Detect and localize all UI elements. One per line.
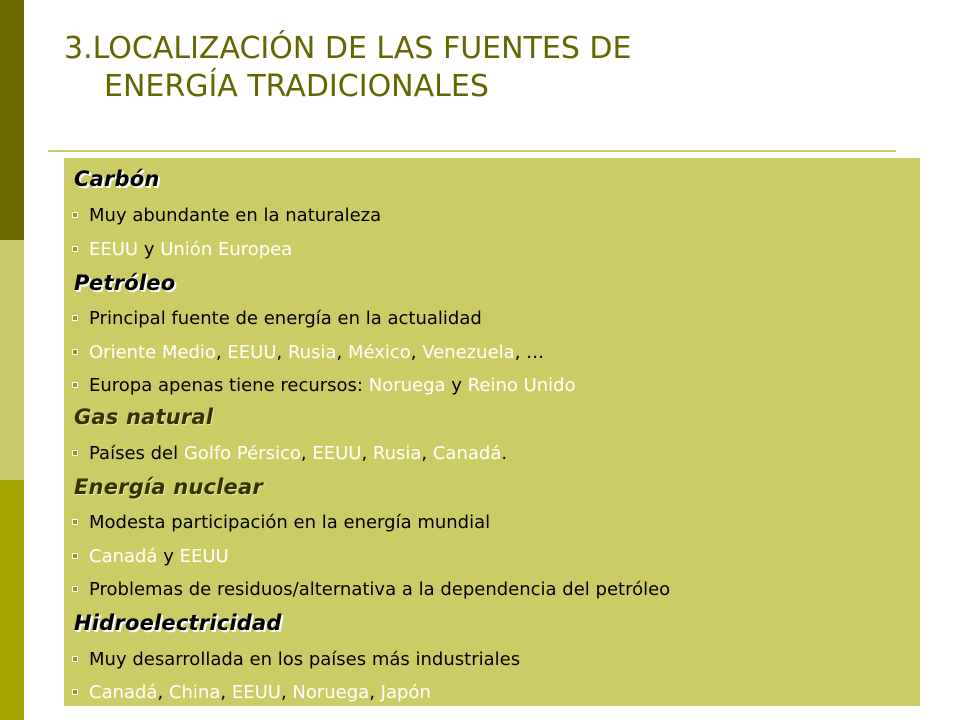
list-item-text: Problemas de residuos/alternativa a la dependencia del petróleo [89,579,671,600]
bullet-icon [72,212,78,218]
side-stripe-middle [0,240,24,480]
bullet-icon [72,586,78,592]
bullet-icon [72,689,78,695]
slide-title-line2: ENERGÍA TRADICIONALES [104,69,489,104]
bullet-icon [72,349,78,355]
heading-carbon: Carbón [74,167,160,191]
list-item-text: Muy desarrollada en los países más industriales [89,649,521,670]
list-item-text: EEUU y Unión Europea [89,239,293,260]
content-panel [64,158,920,706]
slide-title-line1: 3.LOCALIZACIÓN DE LAS FUENTES DE [64,31,632,66]
side-stripe-top [0,0,24,240]
bullet-icon [72,450,78,456]
slide-title [64,30,884,106]
title-divider [48,150,896,152]
list-item-text: Modesta participación en la energía mundial [89,512,491,533]
bullet-icon [72,246,78,252]
bullet-icon [72,519,78,525]
list-item-text: Muy abundante en la naturaleza [89,205,382,226]
list-item-text: Canadá, China, EEUU, Noruega, Japón [89,682,431,703]
list-item-text: Países del Golfo Pérsico, EEUU, Rusia, Canadá. [89,443,508,464]
bullet-icon [72,315,78,321]
list-item-text: Europa apenas tiene recursos: Noruega y Reino Unido [89,375,576,396]
bullet-icon [72,656,78,662]
list-item-text: Oriente Medio, EEUU, Rusia, México, Venezuela, … [89,342,545,363]
list-item-text: Canadá y EEUU [89,546,229,567]
bullet-icon [72,382,78,388]
side-stripe-bottom [0,480,24,720]
heading-hidroelectricidad: Hidroelectricidad [74,611,282,635]
heading-petroleo: Petróleo [74,271,176,295]
heading-energia-nuclear: Energía nuclear [74,475,263,499]
bullet-icon [72,553,78,559]
heading-gas-natural: Gas natural [74,405,214,429]
list-item-text: Principal fuente de energía en la actualidad [89,308,482,329]
